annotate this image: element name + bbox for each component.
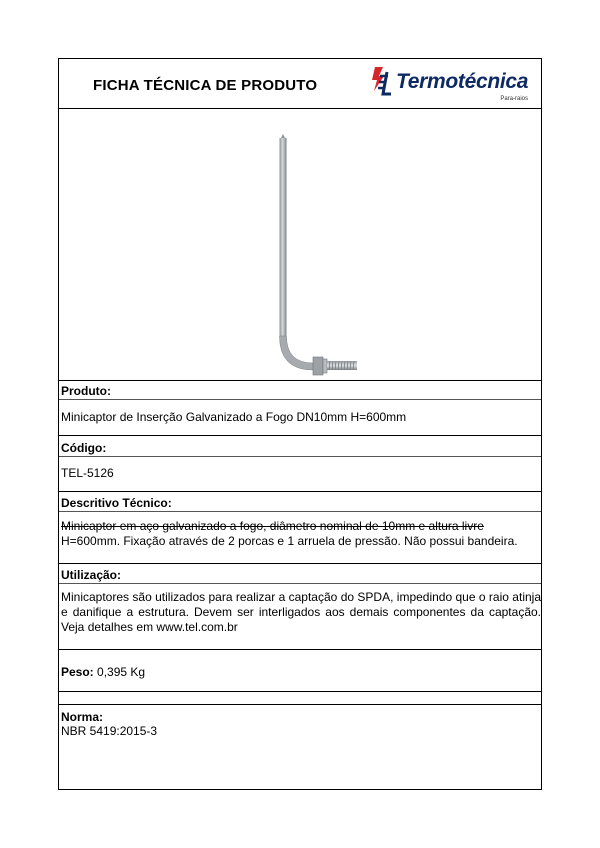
logo-brand-name: Termotécnica	[396, 70, 529, 93]
sheet-header	[59, 59, 541, 109]
product-label: Produto:	[61, 384, 111, 398]
section-divider	[59, 380, 541, 381]
sheet-title: FICHA TÉCNICA DE PRODUTO	[93, 77, 318, 94]
air-terminal-rod-icon	[59, 108, 541, 380]
logo-tagline: Para-raios	[500, 96, 528, 102]
section-divider	[59, 435, 541, 436]
technical-description-line-2: H=600mm. Fixação através de 2 porcas e 1 arruela de pressão. Não possui bandeira.	[61, 534, 518, 548]
section-divider	[59, 649, 541, 650]
code-label: Código:	[61, 441, 107, 455]
section-divider	[59, 456, 541, 457]
standard-label: Norma:	[61, 710, 104, 724]
company-logo	[366, 64, 542, 104]
section-divider	[59, 491, 541, 492]
section-divider	[59, 691, 541, 692]
usage-label: Utilização:	[61, 568, 122, 582]
product-code: TEL-5126	[61, 466, 114, 480]
section-divider	[59, 399, 541, 400]
weight-row	[61, 665, 145, 679]
technical-description-label: Descritivo Técnico:	[61, 496, 172, 510]
weight-label: Peso:	[61, 665, 94, 679]
usage-text: Minicaptores são utilizados para realizar a captação do SPDA, impedindo que o raio atinja e danifique a estrutura. Devem ser interligados aos demais componentes da captação. Veja detalhes em www.tel.com.br	[61, 590, 541, 634]
product-name: Minicaptor de Inserção Galvanizado a Fogo DN10mm H=600mm	[61, 410, 407, 424]
product-photo	[59, 108, 541, 380]
technical-description-line-1: Minicaptor em aço galvanizado a fogo, diâmetro nominal de 10mm e altura livre	[61, 519, 484, 533]
tel-lightning-logo-icon	[366, 64, 396, 104]
product-sheet	[58, 58, 542, 790]
section-divider	[59, 563, 541, 564]
section-divider	[59, 583, 541, 584]
standard-value: NBR 5419:2015-3	[61, 724, 158, 738]
weight-value: 0,395 Kg	[97, 665, 146, 679]
section-divider	[59, 511, 541, 512]
section-divider	[59, 704, 541, 705]
